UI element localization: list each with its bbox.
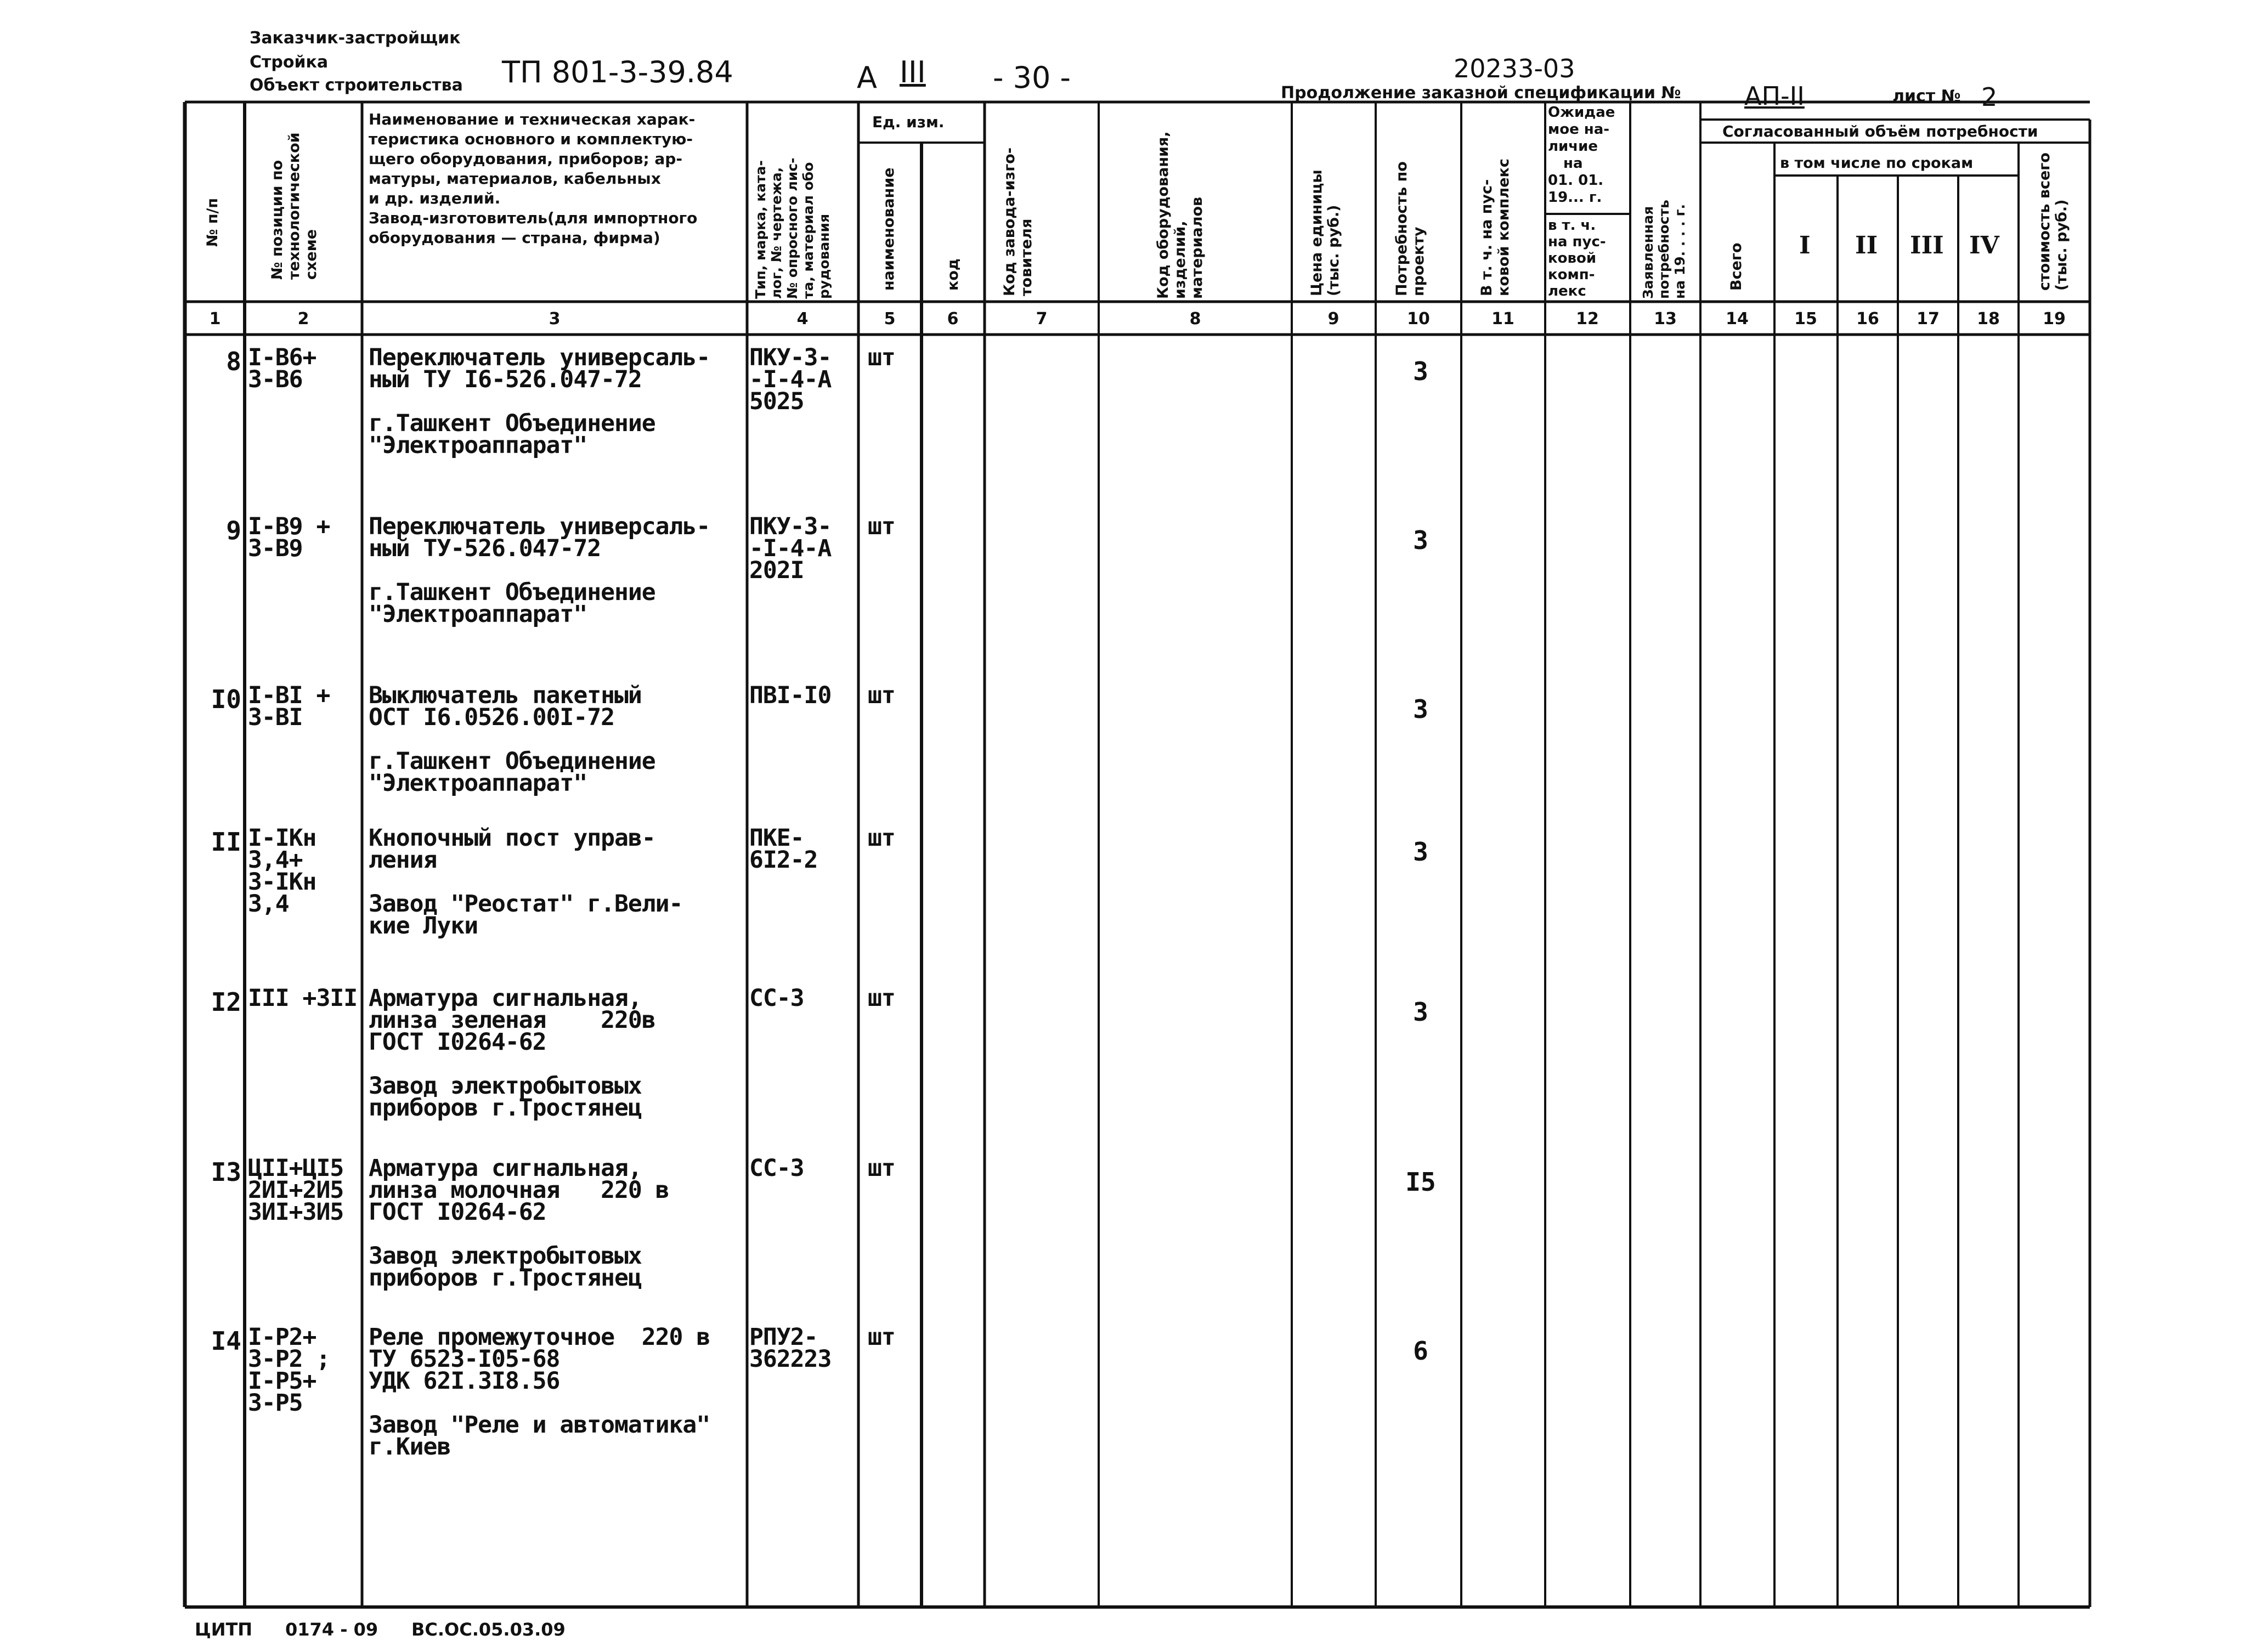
column-number-4: 4 <box>796 309 809 329</box>
row-number: 8 <box>226 347 241 376</box>
row-quantity: 3 <box>1413 694 1428 724</box>
object-label: Объект строительства <box>250 76 463 95</box>
header-col17: III <box>1910 231 1944 259</box>
row-number: I2 <box>211 987 241 1017</box>
row-unit: шт <box>868 344 895 371</box>
row-unit: шт <box>868 513 895 540</box>
row-type: СС-3 <box>749 1155 804 1182</box>
sheet-number: 2 <box>1981 82 1998 112</box>
row-number: II <box>211 827 241 857</box>
row-type: СС-3 <box>749 985 804 1012</box>
footer-code: 0174 - 09 <box>285 1619 378 1640</box>
footer-ref: ВС.ОС.05.03.09 <box>411 1619 566 1640</box>
construction-label: Стройка <box>250 53 329 72</box>
column-number-6: 6 <box>947 309 959 329</box>
row-manufacturer: г.Ташкент Объединение "Электроаппарат" <box>369 748 655 797</box>
header-col2: № позиции по технологической схеме <box>269 132 320 280</box>
row-name: Переключатель универсаль- ный ТУ-526.047-72 <box>369 513 710 562</box>
column-number-10: 10 <box>1407 309 1430 329</box>
row-name: Переключатель универсаль- ный ТУ I6-526.047-72 <box>369 344 710 393</box>
customer-label: Заказчик-застройщик <box>250 29 461 48</box>
row-unit: шт <box>868 1323 895 1351</box>
tp-code: ТП 801-3-39.84 <box>502 55 733 89</box>
sheet-label: лист № <box>1892 87 1961 106</box>
row-number: I0 <box>211 684 241 714</box>
row-number: I3 <box>211 1157 241 1187</box>
row-quantity: 3 <box>1413 357 1428 386</box>
row-position: ЦII+ЦI5 2ИI+2И5 3ИI+3И5 <box>248 1155 344 1226</box>
row-manufacturer: Завод "Реле и автоматика" г.Киев <box>369 1411 710 1461</box>
column-number-5: 5 <box>884 309 896 329</box>
column-number-8: 8 <box>1189 309 1201 329</box>
spec-continuation: Продолжение заказной спецификации № <box>1281 83 1681 103</box>
column-number-1: 1 <box>209 309 221 329</box>
row-unit: шт <box>868 1155 895 1182</box>
row-quantity: 6 <box>1413 1336 1428 1366</box>
column-number-16: 16 <box>1856 309 1879 329</box>
row-unit: шт <box>868 985 895 1012</box>
row-name: Арматура сигнальная, линза зеленая 220в ГОСТ I0264-62 <box>369 985 655 1056</box>
header-col18: IV <box>1969 231 1999 259</box>
row-unit: шт <box>868 682 895 709</box>
header-agreed-group: Согласованный объём потребности <box>1722 122 2038 140</box>
row-type: ПВI-I0 <box>749 682 832 709</box>
row-position: I-B9 + 3-B9 <box>248 513 330 562</box>
column-number-3: 3 <box>549 309 561 329</box>
row-quantity: I5 <box>1405 1167 1436 1197</box>
column-number-13: 13 <box>1654 309 1677 329</box>
album-label: А <box>857 60 877 95</box>
row-manufacturer: Завод "Реостат" г.Вели- кие Луки <box>369 890 683 940</box>
album-number: III <box>900 55 926 89</box>
page-number: - 30 - <box>993 60 1071 95</box>
header-col15: I <box>1799 231 1811 259</box>
row-manufacturer: г.Ташкент Объединение "Электроаппарат" <box>369 410 655 459</box>
column-number-14: 14 <box>1726 309 1749 329</box>
header-col8: Код оборудования, изделий, материалов <box>1155 131 1206 299</box>
row-type: ПКУ-3- -I-4-А 202I <box>749 513 832 584</box>
header-col5: наименование <box>880 167 897 291</box>
header-col3: Наименование и техническая харак- теристика основного и комплектую- щего оборудования, приборов; ар- матуры, материалов, кабельных и др. изделий. Завод-изготовитель(для импортного оборудования — страна, фирма) <box>369 110 698 247</box>
header-terms-group: в том числе по срокам <box>1780 155 1974 172</box>
column-number-18: 18 <box>1977 309 2000 329</box>
header-col14: Всего <box>1728 242 1745 291</box>
header-col12-bottom: в т. ч. на пус- ковой комп- лекс <box>1548 217 1606 299</box>
header-col10: Потребность по проекту <box>1393 161 1427 296</box>
header-col19: стоимость всего (тыс. руб.) <box>2036 152 2070 291</box>
row-manufacturer: г.Ташкент Объединение "Электроаппарат" <box>369 579 655 628</box>
row-name: Кнопочный пост управ- ления <box>369 824 655 874</box>
column-number-17: 17 <box>1917 309 1940 329</box>
row-number: 9 <box>226 516 241 545</box>
spec-number: АП-II <box>1744 81 1805 111</box>
header-col1: № п/п <box>204 197 221 247</box>
row-type: ПКЕ- 6I2-2 <box>749 824 818 874</box>
header-col12-top: Ожидае мое на- личие на 01. 01. 19... г. <box>1548 104 1615 206</box>
row-position: I-P2+ 3-P2 ; I-P5+ 3-P5 <box>248 1323 330 1417</box>
row-type: ПКУ-3- -I-4-А 5025 <box>749 344 832 415</box>
row-position: I-B6+ 3-B6 <box>248 344 316 393</box>
header-col11: В т. ч. на пус- ковой комплекс <box>1478 159 1512 296</box>
column-number-12: 12 <box>1576 309 1599 329</box>
column-number-7: 7 <box>1036 309 1048 329</box>
row-position: I-IКн 3,4+ 3-IКн 3,4 <box>248 824 316 918</box>
row-unit: шт <box>868 824 895 852</box>
row-quantity: 3 <box>1413 997 1428 1027</box>
footer-org: ЦИТП <box>195 1619 253 1640</box>
row-position: III +3II <box>248 985 358 1012</box>
header-units-group: Ед. изм. <box>872 113 945 131</box>
row-number: I4 <box>211 1326 241 1356</box>
header-col4: Тип, марка, ката- лог, № чертежа, № опросного лис- та, материал обо рудования <box>753 157 832 299</box>
header-col13: Заявленная потребность на 19. . . . г. <box>1640 200 1688 299</box>
row-quantity: 3 <box>1413 525 1428 555</box>
row-manufacturer: Завод электробытовых приборов г.Тростянец <box>369 1072 642 1122</box>
header-col7: Код завода-изго- товителя <box>1001 147 1035 296</box>
row-type: РПУ2- 362223 <box>749 1323 832 1373</box>
column-number-15: 15 <box>1794 309 1817 329</box>
column-number-19: 19 <box>2043 309 2066 329</box>
row-manufacturer: Завод электробытовых приборов г.Тростянец <box>369 1242 642 1292</box>
header-col16: II <box>1855 231 1878 259</box>
column-number-9: 9 <box>1327 309 1339 329</box>
header-col9: Цена единицы (тыс. руб.) <box>1308 169 1342 296</box>
row-position: I-BI + 3-BI <box>248 682 330 731</box>
row-name: Выключатель пакетный ОСТ I6.0526.00I-72 <box>369 682 642 731</box>
doc-number: 20233-03 <box>1454 54 1575 83</box>
row-name: Реле промежуточное 220 в ТУ 6523-I05-68 УДК 62I.3I8.56 <box>369 1323 710 1395</box>
column-number-11: 11 <box>1491 309 1514 329</box>
header-col6: код <box>945 258 962 291</box>
column-number-2: 2 <box>297 309 309 329</box>
row-quantity: 3 <box>1413 837 1428 867</box>
row-name: Арматура сигнальная, линза молочная 220 в ГОСТ I0264-62 <box>369 1155 669 1226</box>
